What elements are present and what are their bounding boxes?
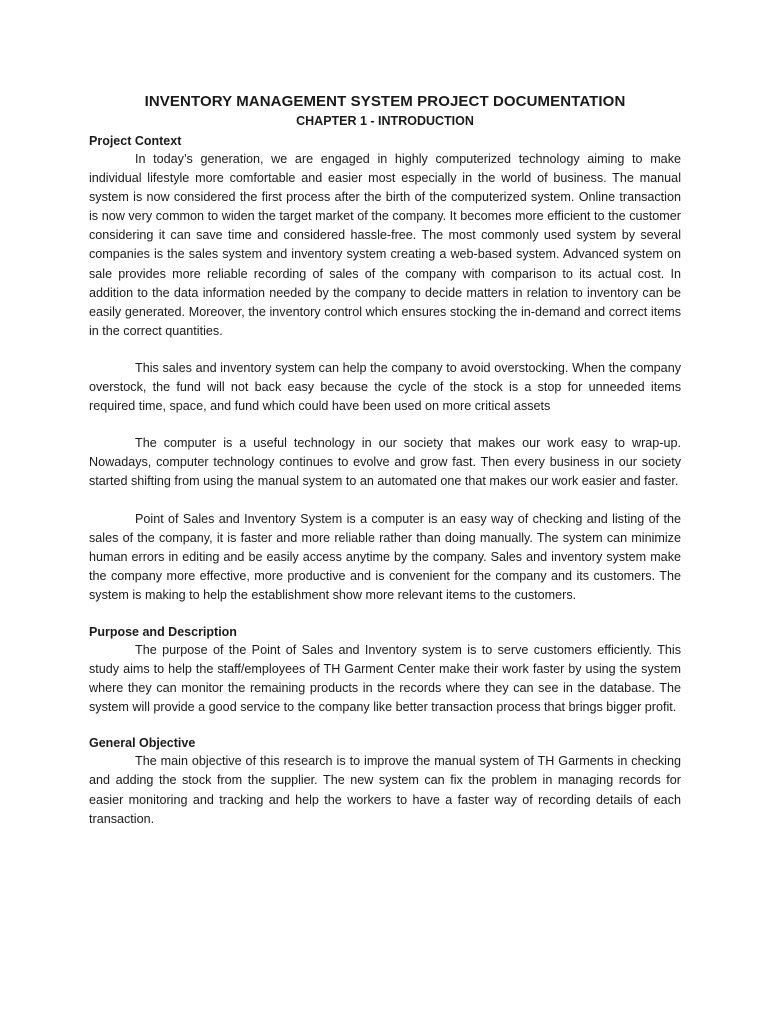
paragraph-context-1: In today’s generation, we are engaged in highly computerized technology aiming to make individual lifestyle more comfortable and easier most especially in the world of business. The manual system is now considered the first process after the birth of the computerized system. Online transaction is now very common to widen the target market of the company. It becomes more efficient to the customer considering it can save time and considered hassle-free. The most commonly used system by several companies is the sales system and inventory system creating a web-based system. Advanced system on sale provides more reliable recording of sales of the company with comparison to its actual cost. In addition to the data information needed by the company to decide matters in relation to inventory can be easily generated. Moreover, the inventory control which ensures stocking the in-demand and correct items in the correct quantities. — [89, 152, 681, 338]
paragraph-purpose: The purpose of the Point of Sales and Inventory system is to serve customers efficiently. This study aims to help the staff/employees of TH Garment Center make their work faster by using the system where they can monitor the remaining products in the records where they can see in the database. The system will provide a good service to the company like better transaction process that brings bigger profit. — [89, 642, 681, 715]
section-heading-purpose: Purpose and Description — [89, 624, 237, 639]
paragraph-context-3: The computer is a useful technology in our society that makes our work easy to wrap-up. Nowadays, computer technology continues to evolve and grow fast. Then every business in our society started shifting from using the manual system to an automated one that makes our work easier and faster. — [89, 436, 681, 489]
document-title: INVENTORY MANAGEMENT SYSTEM PROJECT DOCUMENTATION — [144, 93, 626, 110]
paragraph-context-2: This sales and inventory system can help the company to avoid overstocking. When the company overstock, the fund will not back easy because the cycle of the stock is a stop for unneeded items required time, space, and fund which could have been used on more critical assets — [89, 360, 681, 414]
paragraph-context-4: Point of Sales and Inventory System is a computer is an easy way of checking and listing of the sales of the company, it is faster and more reliable rather than doing manually. The system can minimize human errors in editing and be easily access anytime by the company. Sales and inventory system make the company more effective, more productive and is convenient for the company and its customers. The system is making to help the establishment show more relevant items to the customers. — [89, 511, 681, 602]
paragraph-general-objective: The main objective of this research is to improve the manual system of TH Garments in checking and adding the stock from the supplier. The new system can fix the problem in managing records for easier monitoring and tracking and help the workers to have a faster way of recording details of each transaction. — [89, 754, 681, 826]
section-heading-general-objective: General Objective — [89, 736, 196, 751]
chapter-heading: CHAPTER 1 - INTRODUCTION — [296, 114, 474, 128]
document-page — [89, 92, 681, 829]
section-heading-project-context: Project Context — [89, 134, 182, 148]
